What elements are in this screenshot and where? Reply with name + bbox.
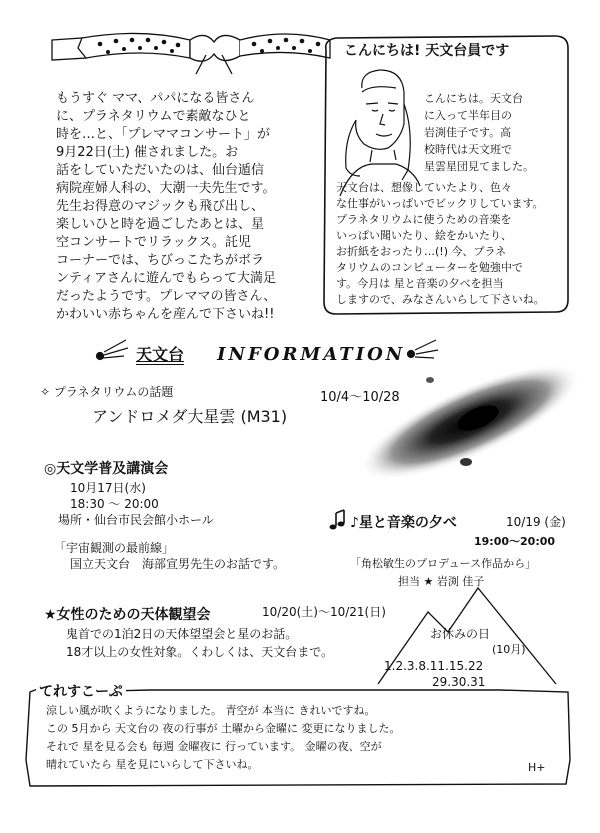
portrait-illustration: [340, 70, 420, 196]
comet-icon: [408, 340, 439, 358]
holidays-title: お休みの日: [430, 627, 491, 641]
intro-line: に、プラネタリウムで素敵なひと: [56, 109, 251, 124]
greeting-line: しますので、みなさんいらして下さいね。: [336, 293, 545, 306]
greeting-line: な仕事がいっぱいでビックリしています。: [336, 197, 544, 210]
planetarium-dates: 10/4～10/28: [320, 390, 400, 405]
intro-line: 時を…と、「プレママコンサート」が: [56, 127, 270, 142]
greeting-line: こんにちは。天文台: [424, 92, 523, 105]
women-line1: 鬼首での1泊2日の天体望望会と星のお話。: [66, 627, 298, 641]
telescope-line: それで 星を見る会も 毎週 金曜夜に 行っています。 金曜の夜、空が: [46, 740, 382, 753]
greeting-line: プラネタリウムに使うための音楽を: [336, 213, 512, 226]
intro-paragraph: [56, 90, 306, 324]
intro-line: もうすぐ ママ、パパになる皆さん: [56, 91, 255, 106]
music-note-icon: [330, 510, 345, 530]
women-dates: 10/20(土)～10/21(日): [262, 605, 386, 619]
holidays-dates-2: 29.30.31: [432, 675, 486, 689]
info-header: [136, 342, 405, 365]
planetarium-heading-text: プラネタリウムの話題: [53, 385, 174, 399]
info-header-jp: 天文台: [136, 345, 185, 364]
greeting-line: 岩渕佳子です。高: [424, 126, 512, 139]
women-heading: ★女性のための天体観望会: [44, 607, 211, 623]
intro-line: 先生お得意のマジックも飛び出し、: [56, 199, 265, 214]
music-heading: ♪星と音楽の夕べ: [350, 515, 457, 531]
music-topic: 「角松敏生のプロデュース作品から」: [350, 557, 537, 570]
holidays-dates-1: 1.2.3.8.11.15.22: [384, 659, 484, 673]
intro-line: ンティアさんに遊んでもらって大満足: [56, 271, 276, 286]
lecture-date: 10月17日(水): [70, 481, 146, 495]
intro-line: かわいい赤ちゃんを産んで下さいね!!: [56, 307, 275, 322]
planetarium-heading: [40, 384, 173, 400]
telescope-signature: H+: [528, 761, 546, 774]
telescope-line: 涼しい風が吹くようになりました。 青空が 本当に きれいですね。: [46, 704, 376, 717]
intro-line: 9月22日(土) 催されました。お: [56, 145, 239, 160]
intro-line: 病院産婦人科の、大潮一夫先生です。: [56, 181, 276, 196]
info-header-en: INFORMATION: [217, 344, 406, 365]
intro-line: 空コンサートでリラックス。託児: [56, 235, 252, 250]
telescope-line: 晴れていたら 星を見にいらして下さいね。: [46, 758, 259, 771]
ribbon-banner: [52, 33, 330, 74]
music-time: 19:00～20:00: [474, 535, 556, 548]
lecture-topic: 「宇宙観測の最前線」: [54, 541, 175, 555]
lecture-heading: ◎天文学普及講演会: [44, 461, 169, 477]
greeting-body: [336, 180, 564, 308]
lecture-time: 18:30 ～ 20:00: [70, 497, 159, 511]
planetarium-title: アンドロメダ大星雲 (M31): [92, 407, 288, 426]
greeting-intro-right: [424, 90, 564, 175]
holidays-month: (10月): [492, 643, 526, 656]
greeting-line: いっぱい聞いたり、絵をかいたり、: [336, 229, 512, 242]
lecture-speaker: 国立天文台 海部宣男先生のお話です。: [70, 557, 286, 571]
greeting-line: タリウムのコンピューターを勉強中で: [336, 261, 523, 274]
intro-line: コーナーでは、ちびっこたちがボラ: [56, 253, 265, 268]
women-line2: 18才以上の女性対象。くわしくは、天文台まで。: [66, 645, 334, 659]
lecture-place: 場所・仙台市民会館小ホール: [58, 513, 214, 527]
shooting-star-icon: ✧: [40, 385, 51, 399]
greeting-line: お折紙をおったり…(!) 今、プラネ: [336, 245, 507, 258]
intro-line: 楽しいひと時を過ごしたあとは、星: [56, 217, 265, 232]
greeting-line: 校時代は天文班で: [424, 143, 512, 156]
telescope-body: [46, 702, 562, 774]
greeting-line: す。今月は 星と音楽の夕べを担当: [336, 277, 504, 290]
greeting-title: こんにちは! 天文台員です: [340, 40, 513, 60]
intro-line: だったようです。プレママの皆さん、: [56, 289, 277, 304]
greeting-line: 星雲星団見てました。: [424, 160, 534, 173]
intro-line: 話をしていただいたのは、仙台遁信: [56, 163, 265, 178]
andromeda-galaxy-image: [347, 342, 594, 502]
telescope-line: この 5月から 天文台の 夜の行事が 土曜から金曜に 変更になりました。: [46, 722, 401, 735]
telescope-title: てれすこーぷ: [36, 681, 126, 701]
greeting-line: 天文台は、想像していたより、色々: [336, 181, 512, 194]
comet-icon: [97, 340, 129, 360]
music-staff: 担当 ★ 岩渕 佳子: [398, 575, 485, 588]
greeting-line: に入って半年目の: [424, 109, 512, 122]
music-date: 10/19 (金): [506, 515, 566, 529]
